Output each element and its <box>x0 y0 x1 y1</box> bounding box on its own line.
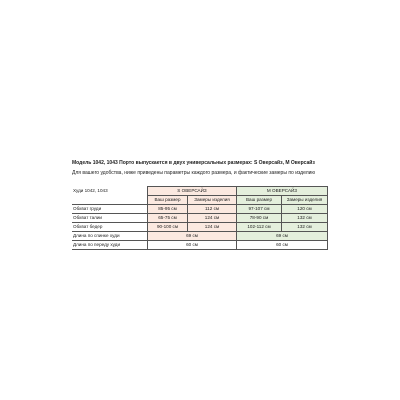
row-label: Длина по спинке худи <box>72 232 148 241</box>
s-measure-cell: 124 см <box>188 223 237 232</box>
table-row <box>72 241 328 250</box>
m-size-cell: 102-112 см <box>237 223 282 232</box>
size-header-row <box>72 187 328 196</box>
table-row <box>72 205 328 214</box>
m-measure-header: Замеры изделия <box>282 196 328 205</box>
s-size-cell: 85-95 см <box>148 205 188 214</box>
s-length-cell: 69 см <box>148 232 237 241</box>
s-size-cell: 90-100 см <box>148 223 188 232</box>
size-table <box>72 186 328 250</box>
m-your-size-header: Ваш размер <box>237 196 282 205</box>
m-size-cell: 78-90 см <box>237 214 282 223</box>
table-row <box>72 223 328 232</box>
size-m-header: М ОВЕРСАЙЗ <box>237 187 328 196</box>
m-size-cell: 97-107 см <box>237 205 282 214</box>
m-measure-cell: 132 см <box>282 214 328 223</box>
table-row <box>72 232 328 241</box>
model-description: Модель 1042, 1043 Порто выпускается в двух универсальных размерах: S Оверсайз, М Оверсайз <box>72 160 315 166</box>
size-s-header: S ОВЕРСАЙЗ <box>148 187 237 196</box>
intro-note: Для вашего удобства, ниже приведены параметры каждого размера, и фактические замеры по изделию <box>72 170 316 176</box>
m-measure-cell: 132 см <box>282 223 328 232</box>
s-measure-header: Замеры изделия <box>188 196 237 205</box>
row-label: Обхват талии <box>72 214 148 223</box>
s-size-cell: 65-75 см <box>148 214 188 223</box>
table-row <box>72 214 328 223</box>
s-your-size-header: Ваш размер <box>148 196 188 205</box>
s-measure-cell: 124 см <box>188 214 237 223</box>
m-length-cell: 60 см <box>237 241 328 250</box>
product-label: Худи 1042, 1043 <box>73 187 108 193</box>
m-length-cell: 69 см <box>237 232 328 241</box>
row-label: Длина по переду худи <box>72 241 148 250</box>
s-measure-cell: 112 см <box>188 205 237 214</box>
column-header-row <box>72 196 328 205</box>
empty-label-cell <box>72 196 148 205</box>
row-label: Обхват груди <box>72 205 148 214</box>
row-label: Обхват бедер <box>72 223 148 232</box>
m-measure-cell: 120 см <box>282 205 328 214</box>
s-length-cell: 60 см <box>148 241 237 250</box>
